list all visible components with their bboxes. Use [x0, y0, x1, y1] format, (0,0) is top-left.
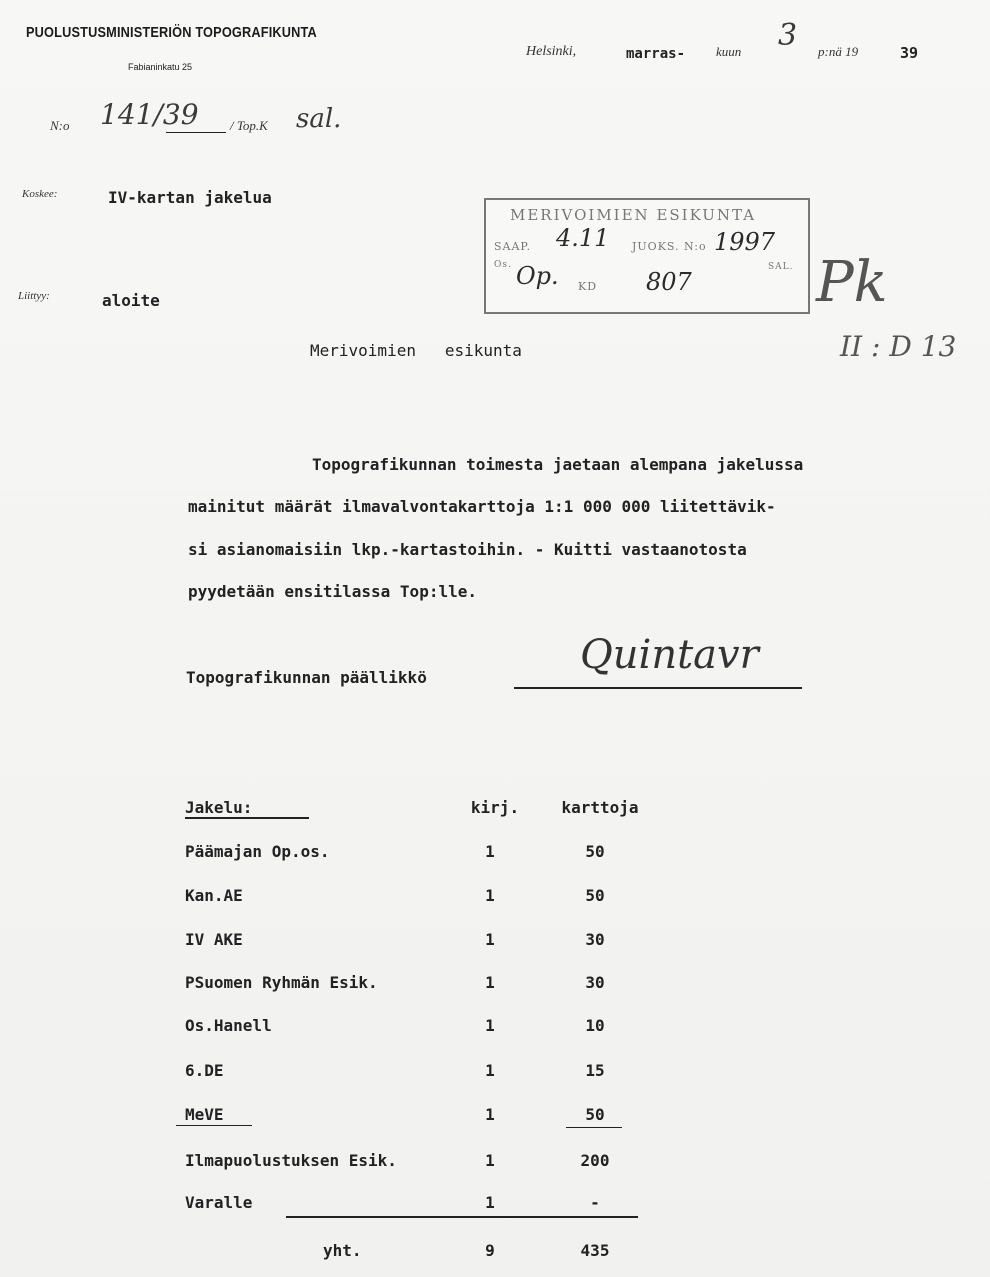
meve-underline	[176, 1125, 252, 1126]
row-kirj: 1	[485, 1151, 495, 1170]
total-karttoja: 435	[580, 1241, 610, 1260]
relates-value: aloite	[102, 291, 160, 310]
date-day: 3	[778, 18, 798, 53]
row-name: MeVE	[185, 1105, 224, 1124]
organization-address: Fabianinkatu 25	[128, 62, 193, 72]
row-kirj: 1	[485, 930, 495, 949]
stamp-kd-label: KD	[578, 280, 598, 293]
table-row	[185, 973, 665, 997]
table-row	[185, 1193, 665, 1217]
relates-label: Liittyy:	[18, 290, 50, 302]
row-kirj: 1	[485, 1016, 495, 1035]
document-number: 141/39	[100, 98, 199, 131]
handwritten-classification: II : D 13	[840, 330, 957, 363]
date-month-suffix: kuun	[716, 44, 742, 59]
row-karttoja: 30	[585, 930, 605, 949]
row-karttoja: -	[590, 1193, 600, 1212]
signature-line	[514, 687, 802, 689]
total-line	[286, 1216, 638, 1218]
row-kirj: 1	[485, 1105, 495, 1124]
table-row	[185, 1105, 665, 1129]
total-kirj: 9	[485, 1241, 495, 1260]
subject-value: IV-kartan jakelua	[108, 188, 272, 207]
col-karttoja-header: karttoja	[561, 798, 639, 817]
row-name: Ilmapuolustuksen Esik.	[185, 1151, 397, 1170]
row-name: Päämajan Op.os.	[185, 842, 330, 861]
table-row	[185, 842, 665, 866]
signature-handwriting: Quintavr	[580, 632, 759, 678]
number-label: N:o	[50, 118, 70, 133]
received-stamp	[484, 198, 810, 314]
table-row	[185, 1016, 665, 1040]
date-pna-label: p:nä 19	[818, 44, 859, 59]
table-row	[185, 930, 665, 954]
subject-label: Koskee:	[22, 188, 58, 200]
date-month: marras-	[626, 46, 686, 62]
table-row	[185, 1151, 665, 1175]
row-kirj: 1	[485, 842, 495, 861]
stamp-title: MERIVOIMIEN ESIKUNTA	[510, 206, 757, 224]
row-karttoja: 50	[585, 886, 605, 905]
body-line-4: pyydetään ensitilassa Top:lle.	[188, 582, 477, 601]
total-label: yht.	[323, 1241, 362, 1260]
table-row	[185, 1061, 665, 1085]
row-kirj: 1	[485, 1193, 495, 1212]
date-place: Helsinki,	[526, 44, 577, 59]
recipient: Merivoimien esikunta	[310, 341, 522, 360]
stamp-juoks-label: JUOKS. N:o	[632, 240, 707, 253]
table-row	[185, 886, 665, 910]
stamp-kd-value: 807	[646, 268, 692, 296]
row-karttoja: 10	[585, 1016, 605, 1035]
number-underline	[166, 132, 226, 133]
meve-karttoja-underline	[566, 1127, 622, 1128]
row-name: IV AKE	[185, 930, 243, 949]
organization-name: PUOLUSTUSMINISTERIÖN TOPOGRAFIKUNTA	[26, 24, 317, 41]
total-row	[185, 1241, 665, 1265]
row-karttoja: 50	[585, 1105, 605, 1124]
signature-label: Topografikunnan päällikkö	[186, 668, 427, 687]
handwritten-initials: Pk	[816, 250, 888, 315]
body-line-3: si asianomaisiin lkp.-kartastoihin. - Kuitti vastaanotosta	[188, 540, 747, 559]
body-line-1: Topografikunnan toimesta jaetaan alempana jakelussa	[312, 455, 804, 474]
row-karttoja: 30	[585, 973, 605, 992]
row-kirj: 1	[485, 886, 495, 905]
row-name: 6.DE	[185, 1061, 224, 1080]
row-name: Varalle	[185, 1193, 253, 1212]
stamp-os-value: Op.	[516, 262, 559, 290]
row-karttoja: 15	[585, 1061, 605, 1080]
row-name: Os.Hanell	[185, 1016, 272, 1035]
number-suffix: / Top.K	[230, 118, 268, 133]
row-karttoja: 200	[580, 1151, 610, 1170]
date-year: 39	[900, 44, 919, 62]
body-line-2: mainitut määrät ilmavalvontakarttoja 1:1 000 000 liitettävik-	[188, 497, 776, 516]
stamp-sal-label: SAL.	[768, 262, 794, 272]
row-kirj: 1	[485, 1061, 495, 1080]
distribution-header: Jakelu:	[185, 798, 253, 817]
distribution-header-underline	[185, 817, 309, 819]
stamp-os-label: Os.	[494, 260, 512, 270]
stamp-saap-value: 4.11	[556, 224, 610, 252]
row-name: Kan.AE	[185, 886, 243, 905]
row-karttoja: 50	[585, 842, 605, 861]
handwritten-sal-mark: sal.	[296, 104, 342, 134]
row-kirj: 1	[485, 973, 495, 992]
row-name: PSuomen Ryhmän Esik.	[185, 973, 378, 992]
stamp-saap-label: SAAP.	[494, 240, 532, 253]
stamp-juoks-value: 1997	[714, 228, 776, 256]
col-kirj-header: kirj.	[470, 798, 520, 817]
